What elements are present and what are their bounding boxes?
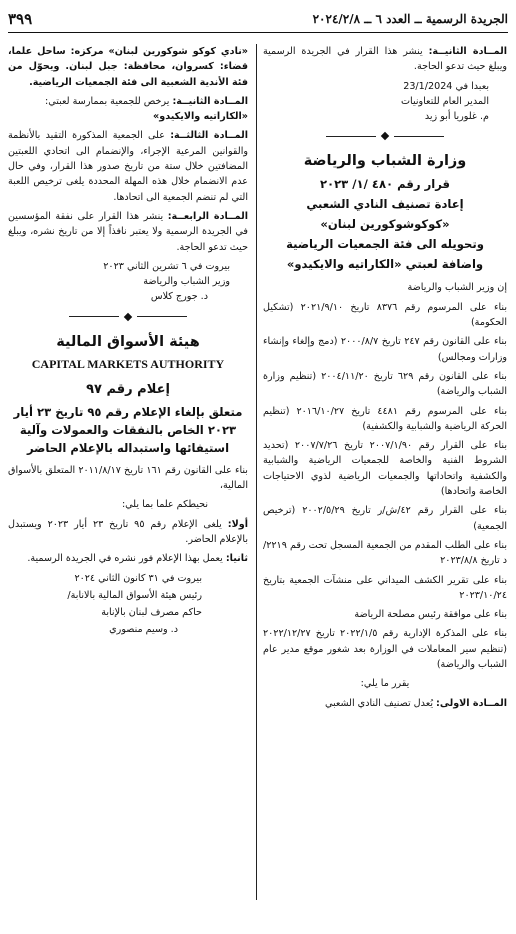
cooperatives-signature bbox=[263, 79, 507, 125]
article-label: المــادة الثالثــة: bbox=[170, 130, 248, 142]
article-label: المــادة الثانيــة: bbox=[172, 95, 248, 107]
signature-line: د. وسيم منصوري bbox=[109, 624, 178, 636]
gazette-issue-title: الجريدة الرسمية ــ العدد ٦ ــ ٢٠٢٤/٢/٨ bbox=[312, 12, 508, 26]
article-text: ينشر هذا القرار على نفقة المؤسسين في الجريدة الرسمية ولا يعتبر نافذاً إلا من تاريخ نشره، ويبلغ حيث تدعو الحاجة. bbox=[8, 210, 248, 253]
section-separator bbox=[263, 128, 507, 144]
decision-subject-line: وتحويله الى فئة الجمعيات الرياضية bbox=[286, 237, 484, 252]
ministry-decision-heading bbox=[263, 150, 507, 274]
decision-article-3 bbox=[8, 128, 248, 204]
club-name: «نادي كوكو شوكورين لبنان» bbox=[108, 46, 248, 57]
article-label: المــادة الاولى: bbox=[436, 697, 507, 709]
signature-line: د. جورج كلاس bbox=[150, 291, 208, 303]
authority-title-arabic: هيئة الأسواق المالية bbox=[56, 333, 200, 350]
article-label: المــادة الرابعــة: bbox=[167, 210, 248, 222]
article-1-continuation bbox=[8, 44, 248, 90]
notice-item-second bbox=[8, 551, 248, 566]
left-column bbox=[8, 44, 248, 930]
notify-line: نحيطكم علما بما يلي: bbox=[121, 499, 208, 511]
signature-line: حاكم مصرف لبنان بالإنابة bbox=[101, 607, 202, 619]
decision-subject-line: «كوكوشوكورين لبنان» bbox=[320, 217, 450, 232]
decision-number: قرار رقم ٤٨٠ /١/ ٢٠٢٣ bbox=[319, 177, 451, 192]
authority-signature bbox=[8, 571, 248, 638]
signature-line: بعبدا في 23/1/2024 bbox=[403, 80, 489, 92]
decision-article-2 bbox=[8, 94, 248, 125]
authority-title-english: CAPITAL MARKETS AUTHORITY bbox=[31, 356, 225, 371]
ministry-title: وزارة الشباب والرياضة bbox=[303, 153, 467, 170]
decision-subject-line: واضافة لعبتي «الكاراتيه والايكيدو» bbox=[286, 257, 484, 272]
signature-line: بيروت في ٦ تشرين الثاني ٢٠٢٣ bbox=[103, 260, 230, 272]
recital: بناء على المذكرة الإدارية رقم ٢٠٢٢/١/٥ تاريخ ٢٠٢٢/١٢/٢٧ (تنظيم سير المعاملات في الوزارة بعد شغور موقع مدير عام الشباب والرياضة) bbox=[263, 628, 507, 671]
signature-line: رئيس هيئة الأسواق المالية بالانابة/ bbox=[67, 589, 202, 601]
licensed-sports: «الكاراتيه والايكيدو» bbox=[153, 111, 248, 123]
notice-subject: متعلق بإلغاء الإعلام رقم ٩٥ تاريخ ٢٣ أيار ٢٠٢٣ الخاص بالنفقات والعمولات وآلية استيفائها واستبداله بالإعلام الحاضر bbox=[13, 404, 243, 455]
recital: بناء على القرار رقم ٢٠٠٧/١/٩٠ تاريخ ٢٠٠٧/٧/٢٦ (تحديد الشروط الفنية والخاصة للجمعيات الرياضية والشبابية والكشفية واتحاداتها والجمعيات الرياضية لذوي الاحتياجات الخاصة واتحادها) bbox=[263, 440, 507, 498]
notice-item-first bbox=[8, 517, 248, 548]
signature-line: وزير الشباب والرياضة bbox=[143, 276, 230, 288]
signature-line: م. غلوريا أبو زيد bbox=[424, 111, 489, 123]
club-details: مركزه: ساحل علما، قضاء: كسروان، محافظة: جبل لبنان. ويحوّل من فئة الأندية الشعبية الى فئة الجمعيات الرياضية. bbox=[8, 46, 248, 88]
recital: بناء على تقرير الكشف الميداني على منشآت الجمعية بتاريخ ٢٠٢٣/١٠/٢٤ bbox=[263, 574, 507, 601]
signature-line: بيروت في ٣١ كانون الثاني ٢٠٢٤ bbox=[74, 572, 202, 584]
notice-number: إعلام رقم ٩٧ bbox=[86, 381, 170, 397]
decision-subject-line: إعادة تصنيف النادي الشعبي bbox=[306, 197, 464, 212]
article-text: ينشر هذا القرار في الجريدة الرسمية ويبلغ حيث تدعو الحاجة. bbox=[263, 46, 507, 73]
decision-article-4 bbox=[8, 209, 248, 255]
recital: بناء على القانون رقم ٢٤٧ تاريخ ٢٠٠٠/٨/٧ (دمج وإلغاء وإنشاء وزارات ومجالس) bbox=[263, 336, 507, 363]
column-divider bbox=[256, 44, 257, 900]
recital: بناء على القانون رقم ٦٢٩ تاريخ ٢٠٠٤/١١/٢٠ (تنظيم وزارة الشباب والرياضة) bbox=[263, 370, 507, 398]
decision-article-1 bbox=[263, 696, 507, 711]
article-label: المــادة الثانيــة: bbox=[428, 46, 507, 57]
right-column bbox=[263, 44, 507, 930]
section-separator bbox=[8, 309, 248, 325]
item-text: يعمل بهذا الإعلام فور نشره في الجريدة الرسمية. bbox=[27, 553, 226, 565]
signature-line: المدير العام للتعاونيات bbox=[400, 95, 489, 107]
page-header bbox=[8, 6, 508, 33]
recital: بناء على القرار رقم ٤٢/ش/ر تاريخ ٢٠٠٢/٥/٢٩ (ترخيص الجمعية) bbox=[263, 505, 507, 532]
item-label: ثانيا: bbox=[225, 553, 248, 565]
law-reference: بناء على القانون رقم ١٦١ تاريخ ٢٠١١/٨/١٧ المتعلق بالأسواق المالية، bbox=[8, 464, 248, 492]
page-number: ٣٩٩ bbox=[8, 10, 33, 28]
recital: بناء على المرسوم رقم ٨٣٧٦ تاريخ ٢٠٢١/٩/١٠ (تشكيل الحكومة) bbox=[263, 301, 507, 329]
decision-intro: إن وزير الشباب والرياضة bbox=[407, 282, 507, 294]
recital: بناء على الطلب المقدم من الجمعية المسجل تحت رقم ٢٢١٩/د تاريخ ٢٠٢٣/٨/٨ bbox=[263, 539, 507, 567]
recital: بناء على موافقة رئيس مصلحة الرياضة bbox=[354, 609, 507, 621]
article-text: يُعدل تصنيف النادي الشعبي bbox=[324, 697, 437, 709]
item-label: أولا: bbox=[227, 518, 248, 530]
ministry-signature bbox=[8, 259, 248, 305]
cooperatives-article-2 bbox=[263, 44, 507, 75]
recital: بناء على المرسوم رقم ٤٤٨١ تاريخ ٢٠١٦/١٠/٢٧ (تنظيم الحركة الرياضية والشبابية والكشفية) bbox=[263, 405, 507, 432]
article-text: على الجمعية المذكورة التقيد بالأنظمة والقوانين المرعية الإجراء، والإنضمام الى اتحادي اللعبتين المضافتين خلال ستة من تاريخ صدور هذا القرار، وفي حال عدم الانضمام خلال هذه المهلة المحددة يلغى ترخيص اللعبة التي لم تنضم الجمعية الى اتحادها. bbox=[8, 130, 248, 203]
item-text: يلغى الإعلام رقم ٩٥ تاريخ ٢٣ أيار ٢٠٢٣ ويستبدل بالإعلام الحاضر. bbox=[8, 518, 248, 545]
article-text: يرخص للجمعية بممارسة لعبتي: bbox=[45, 95, 173, 107]
decides-line: يقرر ما يلي: bbox=[360, 678, 410, 690]
